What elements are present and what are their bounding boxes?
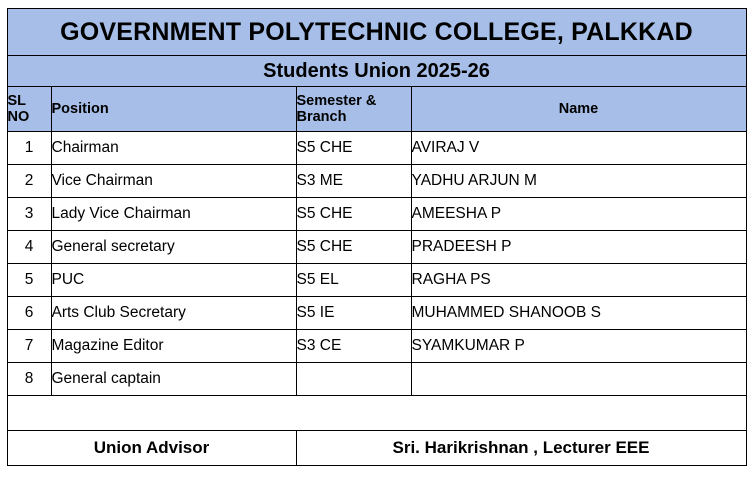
page-title: GOVERNMENT POLYTECHNIC COLLEGE, PALKKAD	[7, 9, 746, 56]
students-union-table	[7, 8, 747, 466]
column-header-position: Position	[51, 87, 296, 132]
cell-name: AVIRAJ V	[411, 132, 746, 165]
spacer-row	[7, 396, 746, 431]
cell-sl-no: 6	[7, 297, 51, 330]
table-row	[7, 363, 746, 396]
cell-name	[411, 363, 746, 396]
cell-position: Lady Vice Chairman	[51, 198, 296, 231]
cell-semester-branch: S3 CE	[296, 330, 411, 363]
column-header-sl-no: SL NO	[7, 87, 51, 132]
cell-position: Chairman	[51, 132, 296, 165]
cell-sl-no: 2	[7, 165, 51, 198]
cell-sl-no: 7	[7, 330, 51, 363]
union-advisor-label: Union Advisor	[7, 431, 296, 466]
cell-name: MUHAMMED SHANOOB S	[411, 297, 746, 330]
column-header-semester-branch: Semester & Branch	[296, 87, 411, 132]
title-row	[7, 9, 746, 56]
subtitle-row	[7, 56, 746, 87]
cell-position: Arts Club Secretary	[51, 297, 296, 330]
cell-position: General secretary	[51, 231, 296, 264]
table-row	[7, 165, 746, 198]
cell-sl-no: 5	[7, 264, 51, 297]
table-row	[7, 330, 746, 363]
cell-name: SYAMKUMAR P	[411, 330, 746, 363]
spacer-cell	[7, 396, 746, 431]
cell-semester-branch	[296, 363, 411, 396]
table-row	[7, 264, 746, 297]
cell-position: General captain	[51, 363, 296, 396]
table-row	[7, 231, 746, 264]
cell-sl-no: 4	[7, 231, 51, 264]
cell-sl-no: 1	[7, 132, 51, 165]
cell-semester-branch: S5 EL	[296, 264, 411, 297]
table-header-row	[7, 87, 746, 132]
table-row	[7, 132, 746, 165]
union-advisor-value: Sri. Harikrishnan , Lecturer EEE	[296, 431, 746, 466]
footer-row	[7, 431, 746, 466]
cell-name: YADHU ARJUN M	[411, 165, 746, 198]
cell-semester-branch: S5 CHE	[296, 198, 411, 231]
column-header-name: Name	[411, 87, 746, 132]
cell-name: PRADEESH P	[411, 231, 746, 264]
cell-semester-branch: S3 ME	[296, 165, 411, 198]
cell-position: PUC	[51, 264, 296, 297]
cell-semester-branch: S5 CHE	[296, 231, 411, 264]
cell-sl-no: 8	[7, 363, 51, 396]
cell-position: Vice Chairman	[51, 165, 296, 198]
cell-semester-branch: S5 CHE	[296, 132, 411, 165]
page-subtitle: Students Union 2025-26	[7, 56, 746, 87]
table-row	[7, 198, 746, 231]
cell-name: AMEESHA P	[411, 198, 746, 231]
cell-position: Magazine Editor	[51, 330, 296, 363]
cell-name: RAGHA PS	[411, 264, 746, 297]
cell-semester-branch: S5 IE	[296, 297, 411, 330]
table-row	[7, 297, 746, 330]
cell-sl-no: 3	[7, 198, 51, 231]
